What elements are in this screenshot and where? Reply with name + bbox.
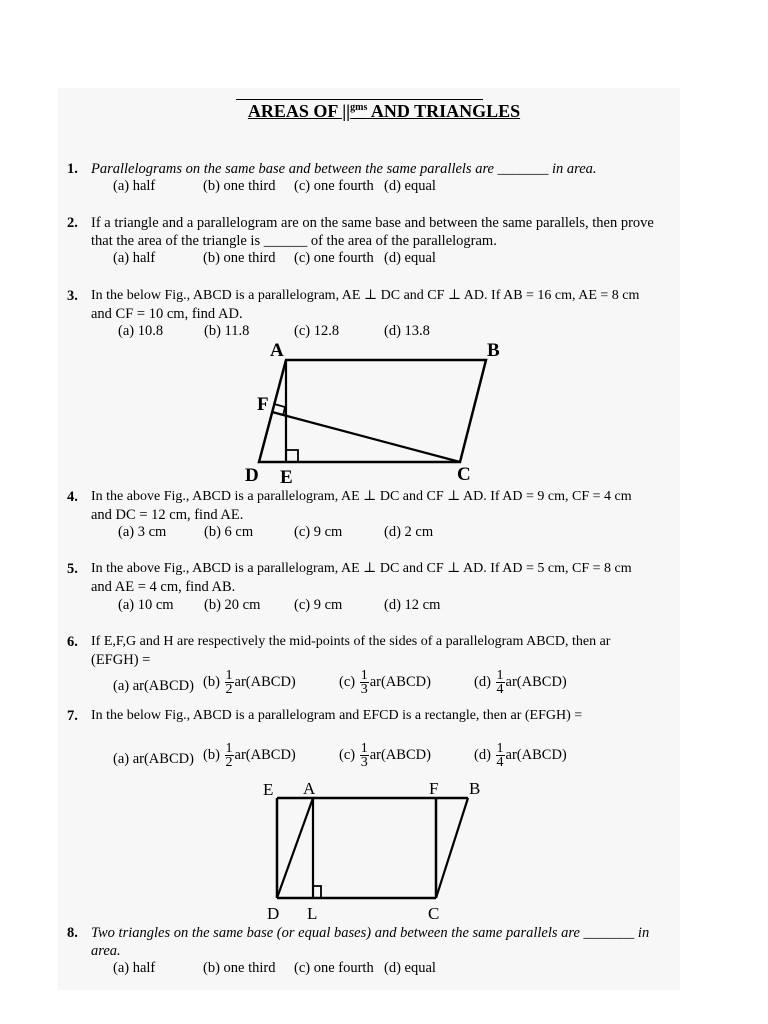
q3-number: 3. [67,288,78,304]
label-c: C [428,904,440,923]
label-d: D [245,465,259,486]
q5-number: 5. [67,561,78,577]
q3-text-line1: In the below Fig., ABCD is a parallelogram, AE ⊥ DC and CF ⊥ AD. If AB = 16 cm, AE = 8 cm [91,288,640,303]
q5-option-a: (a) 10 cm [118,597,174,613]
q1-text: Parallelograms on the same base and between the same parallels are _______ in area. [91,161,597,177]
q7-option-c: (c) $\frac{1}{3}$ ar(ABCD) [339,741,431,770]
label-f: F [429,779,439,798]
q2-option-b: (b) one third [203,250,276,266]
label-f: F [257,394,269,415]
label-a: A [303,779,316,798]
label-c: C [457,464,471,485]
label-b: B [487,340,500,361]
q7-option-d: (d) $\frac{1}{4}$ ar(ABCD) [474,741,567,770]
q2-option-d: (d) equal [384,250,436,266]
q2-text-line2: that the area of the triangle is ______ of the area of the parallelogram. [91,233,497,249]
q4-text-line1: In the above Fig., ABCD is a parallelogram, AE ⊥ DC and CF ⊥ AD. If AD = 9 cm, CF = 4 cm [91,489,632,504]
q5-text-line2: and AE = 4 cm, find AB. [91,579,236,595]
q7-text: In the below Fig., ABCD is a parallelogram and EFCD is a rectangle, then ar (EFGH) = [91,708,583,723]
q6-number: 6. [67,634,78,650]
q7-option-b: (b) $\frac{1}{2}$ ar(ABCD) [203,741,296,770]
label-d: D [267,904,280,923]
q6-text-line2: (EFGH) = [91,652,151,668]
q5-option-c: (c) 9 cm [294,597,343,613]
q6-option-c: (c) $\frac{1}{3}$ ar(ABCD) [339,668,431,697]
q8-text-line2: area. [91,943,121,959]
q5-text-line1: In the above Fig., ABCD is a parallelogram, AE ⊥ DC and CF ⊥ AD. If AD = 5 cm, CF = 8 cm [91,561,632,576]
q8-text-line1: Two triangles on the same base (or equal bases) and between the same parallels are _______ in [91,925,650,941]
q1-option-a: (a) half [113,178,156,194]
q8-option-d: (d) equal [384,960,436,976]
q6-text-line1: If E,F,G and H are respectively the mid-points of the sides of a parallelogram ABCD, then ar [91,634,611,649]
q7-number: 7. [67,708,78,724]
q5-option-d: (d) 12 cm [384,597,441,613]
q2-number: 2. [67,215,78,231]
side-bc [436,798,468,898]
q3-option-a: (a) 10.8 [118,323,164,339]
q8-option-b: (b) one third [203,960,276,976]
q8-option-c: (c) one fourth [294,960,374,976]
page-title: AREAS OF $||^{gms}$ AND TRIANGLES [247,101,521,121]
q6-option-d: (d) $\frac{1}{4}$ ar(ABCD) [474,668,567,697]
q2-option-c: (c) one fourth [294,250,374,266]
q3-option-c: (c) 12.8 [294,323,340,339]
q1-number: 1. [67,161,78,177]
q2-text-line1: If a triangle and a parallelogram are on the same base and between the same parallels, then prove [91,215,654,231]
label-l: L [307,904,318,923]
right-angle-l [313,886,321,898]
q4-option-b: (b) 6 cm [204,524,254,540]
q8-option-a: (a) half [113,960,156,976]
q2-option-a: (a) half [113,250,156,266]
label-e: E [280,467,293,488]
q4-number: 4. [67,489,78,505]
side-ad [277,798,313,898]
label-b: B [469,779,481,798]
q1-option-d: (d) equal [384,178,436,194]
q5-option-b: (b) 20 cm [204,597,261,613]
q6-option-a: (a) ar(ABCD) [113,678,194,694]
q1-option-c: (c) one fourth [294,178,374,194]
q3-option-b: (b) 11.8 [204,323,250,339]
q3-option-d: (d) 13.8 [384,323,430,339]
q4-option-a: (a) 3 cm [118,524,167,540]
q7-option-a: (a) ar(ABCD) [113,751,194,767]
q1-option-b: (b) one third [203,178,276,194]
label-a: A [270,340,284,361]
q4-option-d: (d) 2 cm [384,524,434,540]
label-e: E [263,780,274,799]
q4-option-c: (c) 9 cm [294,524,343,540]
q3-text-line2: and CF = 10 cm, find AD. [91,306,243,322]
q4-text-line2: and DC = 12 cm, find AE. [91,507,244,523]
q6-option-b: (b) $\frac{1}{2}$ ar(ABCD) [203,668,296,697]
q8-number: 8. [67,925,78,941]
